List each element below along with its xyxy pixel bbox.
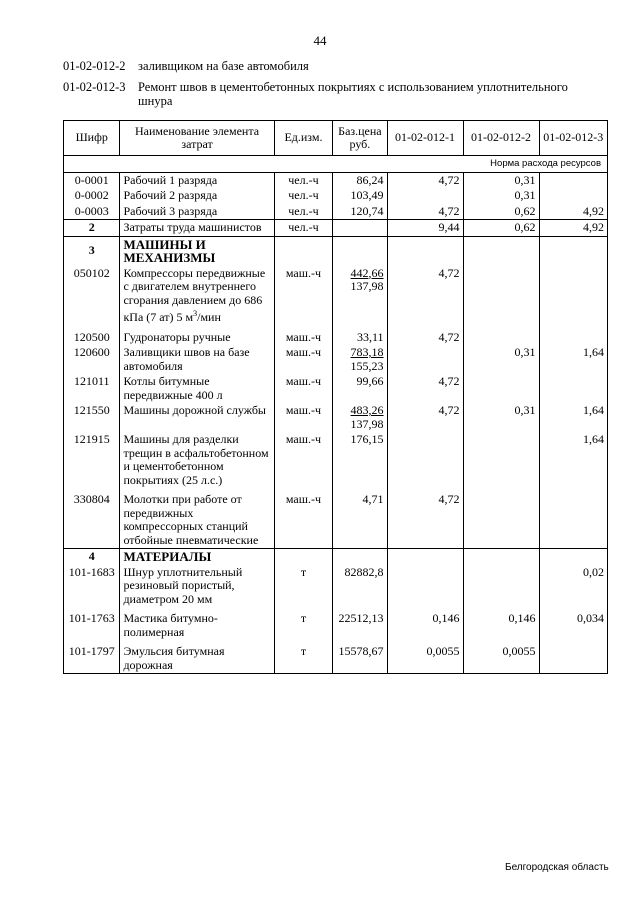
row-v1: 4,72	[387, 488, 463, 549]
header-code: 01-02-012-3	[63, 80, 126, 94]
row-price: 483,26 137,98	[333, 403, 387, 432]
header-line	[63, 59, 598, 73]
row-v1: 9,44	[387, 220, 463, 237]
row-v1: 4,72	[387, 266, 463, 326]
row-v1	[387, 345, 463, 374]
row-code: 330804	[64, 488, 120, 549]
row-v2: 0,31	[463, 188, 539, 204]
row-unit: маш.-ч	[274, 345, 333, 374]
row-price: 99,66	[333, 374, 387, 403]
row-price: 4,71	[333, 488, 387, 549]
row-v2: 0,0055	[463, 640, 539, 674]
section-code: 3	[64, 236, 120, 266]
section-row	[64, 236, 608, 266]
row-name: Мастика битумно-полимерная	[120, 607, 274, 640]
table-row	[64, 488, 608, 549]
row-v2	[463, 374, 539, 403]
col-header-price: Баз.цена руб.	[333, 121, 387, 156]
row-name: Компрессоры передвижные с двигателем внутреннего сгорания давлением до 686 кПа (7 ат) 5 $м^3$/мин	[120, 266, 274, 326]
row-code: 0-0003	[64, 204, 120, 220]
row-v1	[387, 432, 463, 488]
col-header-unit: Ед.изм.	[274, 121, 333, 156]
row-v1: 4,72	[387, 326, 463, 346]
row-unit: маш.-ч	[274, 403, 333, 432]
row-v3	[539, 488, 607, 549]
header-text: Ремонт швов в цементобетонных покрытиях с использованием уплотнительного шнура	[138, 80, 568, 108]
table-row	[64, 326, 608, 346]
row-unit: т	[274, 565, 333, 608]
norm-row	[64, 156, 608, 173]
section-code: 4	[64, 549, 120, 565]
row-code: 2	[64, 220, 120, 237]
row-v2: 0,31	[463, 403, 539, 432]
row-v3	[539, 266, 607, 326]
row-v1	[387, 565, 463, 608]
row-v2: 0,31	[463, 345, 539, 374]
row-code: 0-0002	[64, 188, 120, 204]
row-code: 0-0001	[64, 172, 120, 188]
header-code: 01-02-012-2	[63, 59, 126, 73]
table-row	[64, 640, 608, 674]
row-code: 121915	[64, 432, 120, 488]
table-row	[64, 374, 608, 403]
row-unit: маш.-ч	[274, 432, 333, 488]
row-price: 33,11	[333, 326, 387, 346]
table-row	[64, 266, 608, 326]
row-v3: 0,034	[539, 607, 607, 640]
row-name: Шнур уплотнительный резиновый пористый, диаметром 20 мм	[120, 565, 274, 608]
row-unit: т	[274, 640, 333, 674]
row-v2: 0,62	[463, 220, 539, 237]
row-price: 15578,67	[333, 640, 387, 674]
row-v3	[539, 374, 607, 403]
row-v2: 0,62	[463, 204, 539, 220]
table-row	[64, 345, 608, 374]
table-header-row	[64, 121, 608, 156]
row-code: 120500	[64, 326, 120, 346]
row-price: 86,24	[333, 172, 387, 188]
row-v3: 0,02	[539, 565, 607, 608]
col-header-v1: 01-02-012-1	[387, 121, 463, 156]
row-v1: 4,72	[387, 374, 463, 403]
row-price: 442,66 137,98	[333, 266, 387, 326]
resource-table	[63, 120, 608, 674]
row-name: Заливщики швов на базе автомобиля	[120, 345, 274, 374]
row-unit: чел.-ч	[274, 172, 333, 188]
row-v1: 4,72	[387, 204, 463, 220]
row-v3: 1,64	[539, 345, 607, 374]
row-unit: чел.-ч	[274, 204, 333, 220]
row-v3	[539, 326, 607, 346]
row-v3: 1,64	[539, 403, 607, 432]
row-name: Гудронаторы ручные	[120, 326, 274, 346]
row-code: 101-1683	[64, 565, 120, 608]
row-v2	[463, 488, 539, 549]
row-code: 120600	[64, 345, 120, 374]
row-v2: 0,31	[463, 172, 539, 188]
row-unit: чел.-ч	[274, 220, 333, 237]
row-name: Машины для разделки трещин в асфальтобетонном и цементобетонном покрытиях (25 л.с.)	[120, 432, 274, 488]
table-row	[64, 607, 608, 640]
col-header-code: Шифр	[64, 121, 120, 156]
row-unit: маш.-ч	[274, 374, 333, 403]
row-price: 783,18 155,23	[333, 345, 387, 374]
row-v1: 0,0055	[387, 640, 463, 674]
row-price: 176,15	[333, 432, 387, 488]
row-price	[333, 220, 387, 237]
row-v3: 4,92	[539, 204, 607, 220]
row-v3: 4,92	[539, 220, 607, 237]
row-name: Рабочий 1 разряда	[120, 172, 274, 188]
table-row	[64, 204, 608, 220]
row-code: 101-1763	[64, 607, 120, 640]
row-v2	[463, 266, 539, 326]
col-header-v3: 01-02-012-3	[539, 121, 607, 156]
row-unit: маш.-ч	[274, 326, 333, 346]
table-row	[64, 172, 608, 188]
row-name: Молотки при работе от передвижных компрессорных станций отбойные пневматические	[120, 488, 274, 549]
header-line	[63, 80, 598, 108]
row-v1: 4,72	[387, 403, 463, 432]
table-row	[64, 403, 608, 432]
row-v2	[463, 432, 539, 488]
table-row	[64, 220, 608, 237]
row-code: 121011	[64, 374, 120, 403]
table-row	[64, 565, 608, 608]
row-v3	[539, 640, 607, 674]
row-price: 22512,13	[333, 607, 387, 640]
table-row	[64, 188, 608, 204]
row-v3	[539, 188, 607, 204]
row-code: 121550	[64, 403, 120, 432]
footer-region: Белгородская область	[505, 862, 609, 873]
row-code: 101-1797	[64, 640, 120, 674]
row-v1: 0,146	[387, 607, 463, 640]
row-price: 82882,8	[333, 565, 387, 608]
row-v2	[463, 565, 539, 608]
row-unit: чел.-ч	[274, 188, 333, 204]
section-title: МАТЕРИАЛЫ	[120, 549, 274, 565]
row-name: Рабочий 3 разряда	[120, 204, 274, 220]
row-name: Эмульсия битумная дорожная	[120, 640, 274, 674]
col-header-v2: 01-02-012-2	[463, 121, 539, 156]
table-row	[64, 432, 608, 488]
row-v3: 1,64	[539, 432, 607, 488]
header-text: заливщиком на базе автомобиля	[138, 59, 309, 73]
section-row	[64, 549, 608, 565]
row-name: Машины дорожной службы	[120, 403, 274, 432]
row-name: Котлы битумные передвижные 400 л	[120, 374, 274, 403]
row-v2	[463, 326, 539, 346]
row-code: 050102	[64, 266, 120, 326]
row-v2: 0,146	[463, 607, 539, 640]
row-v1	[387, 188, 463, 204]
norm-label: Норма расхода ресурсов	[64, 156, 608, 173]
section-title: МАШИНЫ И МЕХАНИЗМЫ	[120, 236, 274, 266]
row-unit: маш.-ч	[274, 266, 333, 326]
row-name: Затраты труда машинистов	[120, 220, 274, 237]
row-v1: 4,72	[387, 172, 463, 188]
row-unit: маш.-ч	[274, 488, 333, 549]
col-header-name: Наименование элемента затрат	[120, 121, 274, 156]
row-name: Рабочий 2 разряда	[120, 188, 274, 204]
row-unit: т	[274, 607, 333, 640]
page-number: 44	[313, 33, 327, 48]
row-price: 103,49	[333, 188, 387, 204]
row-price: 120,74	[333, 204, 387, 220]
row-v3	[539, 172, 607, 188]
